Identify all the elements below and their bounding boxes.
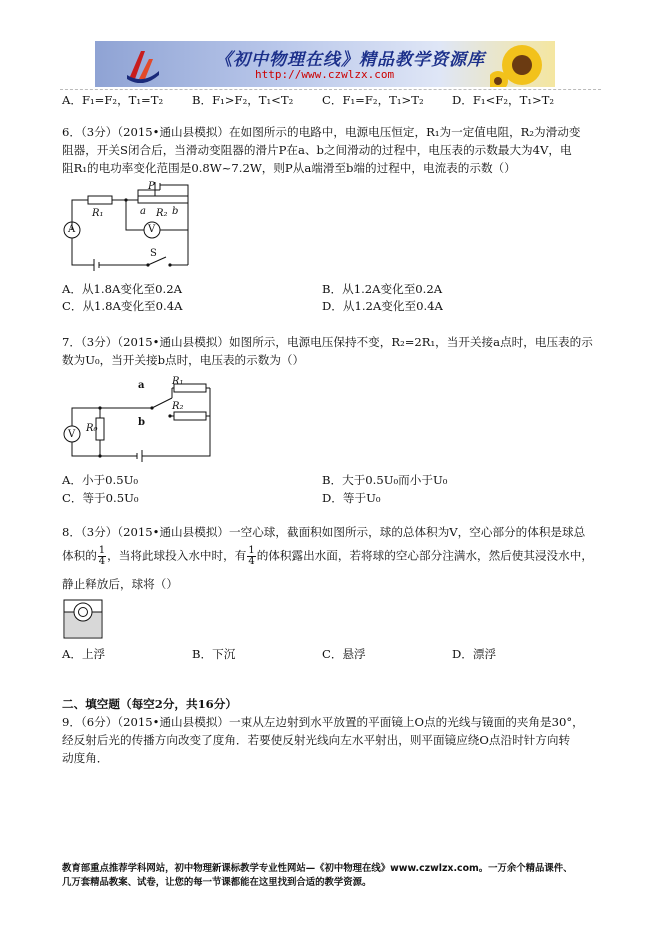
- q8-fraction-1-den: 4: [98, 556, 106, 567]
- q6-line-2: 阻器，开关S闭合后，当滑动变阻器的滑片P在a、b之间滑动的过程中，电压表的示数最大为4V，电: [62, 143, 572, 157]
- q9-line-2: 经反射后光的传播方向改变了度角．若要使反射光线向左水平射出，则平面镜应绕O点沿时针方向转: [62, 733, 571, 747]
- q6-circuit-diagram: [60, 180, 200, 272]
- q8-option-d: D．漂浮: [452, 647, 497, 661]
- q6-label-a: a: [140, 206, 146, 217]
- q6-ammeter-label: A: [68, 224, 76, 235]
- q8-line-2a: 体积的: [62, 548, 97, 563]
- footer-line-1: 教育部重点推荐学科网站，初中物理新课标教学专业性网站—《初中物理在线》www.czwlzx.com。一万余个精品课件、: [62, 863, 573, 874]
- q8-option-a: A．上浮: [62, 647, 106, 661]
- q6-label-p: P: [148, 181, 155, 192]
- q9-line-1: 9．（6分）（2015•通山县模拟）一束从左边射到水平放置的平面镜上O点的光线与镜面的夹角是30°，: [62, 715, 584, 729]
- q7-voltmeter-label: V: [68, 429, 76, 440]
- q5-option-c: C．F₁=F₂，T₁>T₂: [322, 93, 424, 107]
- banner-title: 《初中物理在线》精品教学资源库: [215, 50, 485, 70]
- q8-line-2: [62, 546, 593, 567]
- q7-option-a: A．小于0.5U₀: [62, 473, 139, 487]
- q7-label-r0: R₀: [86, 423, 98, 434]
- q7-option-d: D．等于U₀: [322, 491, 381, 505]
- q8-fraction-2: [247, 546, 255, 567]
- q6-label-r1: R₁: [92, 208, 104, 219]
- q7-option-b: B．大于0.5U₀而小于U₀: [322, 473, 448, 487]
- q8-option-c: C．悬浮: [322, 647, 366, 661]
- q8-hollow-ball-diagram: [62, 596, 106, 640]
- q7-label-a: a: [138, 380, 145, 391]
- q6-label-s: S: [150, 248, 157, 259]
- q6-option-c: C．从1.8A变化至0.4A: [62, 299, 183, 313]
- q5-option-b: B．F₁>F₂，T₁<T₂: [192, 93, 294, 107]
- q5-option-a: A．F₁=F₂，T₁=T₂: [62, 93, 164, 107]
- q6-line-3: 阻R₁的电功率变化范围是0.8W~7.2W，则P从a端滑至b端的过程中，电流表的示数（）: [62, 161, 516, 175]
- q6-label-b: b: [172, 206, 179, 217]
- q7-label-r1: R₁: [172, 376, 184, 387]
- q7-option-c: C．等于0.5U₀: [62, 491, 139, 505]
- q8-line-2c: 的体积露出水面，若将球的空心部分注满水，然后使其浸没水中，: [256, 548, 593, 563]
- q8-line-1: 8．（3分）（2015•通山县模拟）一空心球，截面积如图所示，球的总体积为V，空心部分的体积是球总: [62, 525, 586, 539]
- site-logo-icon: [123, 45, 163, 83]
- header-banner: [95, 41, 555, 87]
- sunflower-icon: [490, 41, 555, 87]
- footer-line-2: 几万套精品教案、试卷，让您的每一节课都能在这里找到合适的教学资源。: [62, 877, 372, 888]
- q7-line-2: 数为U₀，当开关接b点时，电压表的示数为（）: [62, 353, 305, 367]
- q6-option-d: D．从1.2A变化至0.4A: [322, 299, 443, 313]
- header-divider: [60, 89, 601, 90]
- q6-voltmeter-label: V: [148, 224, 156, 235]
- q6-option-b: B．从1.2A变化至0.2A: [322, 282, 443, 296]
- banner-url: http://www.czwlzx.com: [255, 68, 395, 81]
- q6-label-r2: R₂: [156, 208, 168, 219]
- q8-line-2b: ，当将此球投入水中时，有: [107, 548, 247, 563]
- q7-label-r2: R₂: [172, 401, 184, 412]
- q8-fraction-1-num: 1: [98, 545, 106, 556]
- q9-line-3: 动度角．: [62, 751, 109, 765]
- q6-line-1: 6．（3分）（2015•通山县模拟）在如图所示的电路中，电源电压恒定，R₁为一定值电阻，R₂为滑动变: [62, 125, 581, 139]
- q6-option-a: A．从1.8A变化至0.2A: [62, 282, 182, 296]
- q7-line-1: 7．（3分）（2015•通山县模拟）如图所示，电源电压保持不变，R₂=2R₁，当开关接a点时，电压表的示: [62, 335, 593, 349]
- q7-label-b: b: [138, 417, 145, 428]
- q8-fraction-1: [98, 546, 106, 567]
- q8-fraction-2-num: 1: [248, 545, 255, 556]
- q8-line-3: 静止释放后，球将（）: [62, 577, 178, 591]
- q8-fraction-2-den: 4: [248, 556, 255, 567]
- q5-option-d: D．F₁<F₂，T₁>T₂: [452, 93, 555, 107]
- q8-option-b: B．下沉: [192, 647, 236, 661]
- section-2-heading: 二、填空题（每空2分，共16分）: [62, 697, 237, 711]
